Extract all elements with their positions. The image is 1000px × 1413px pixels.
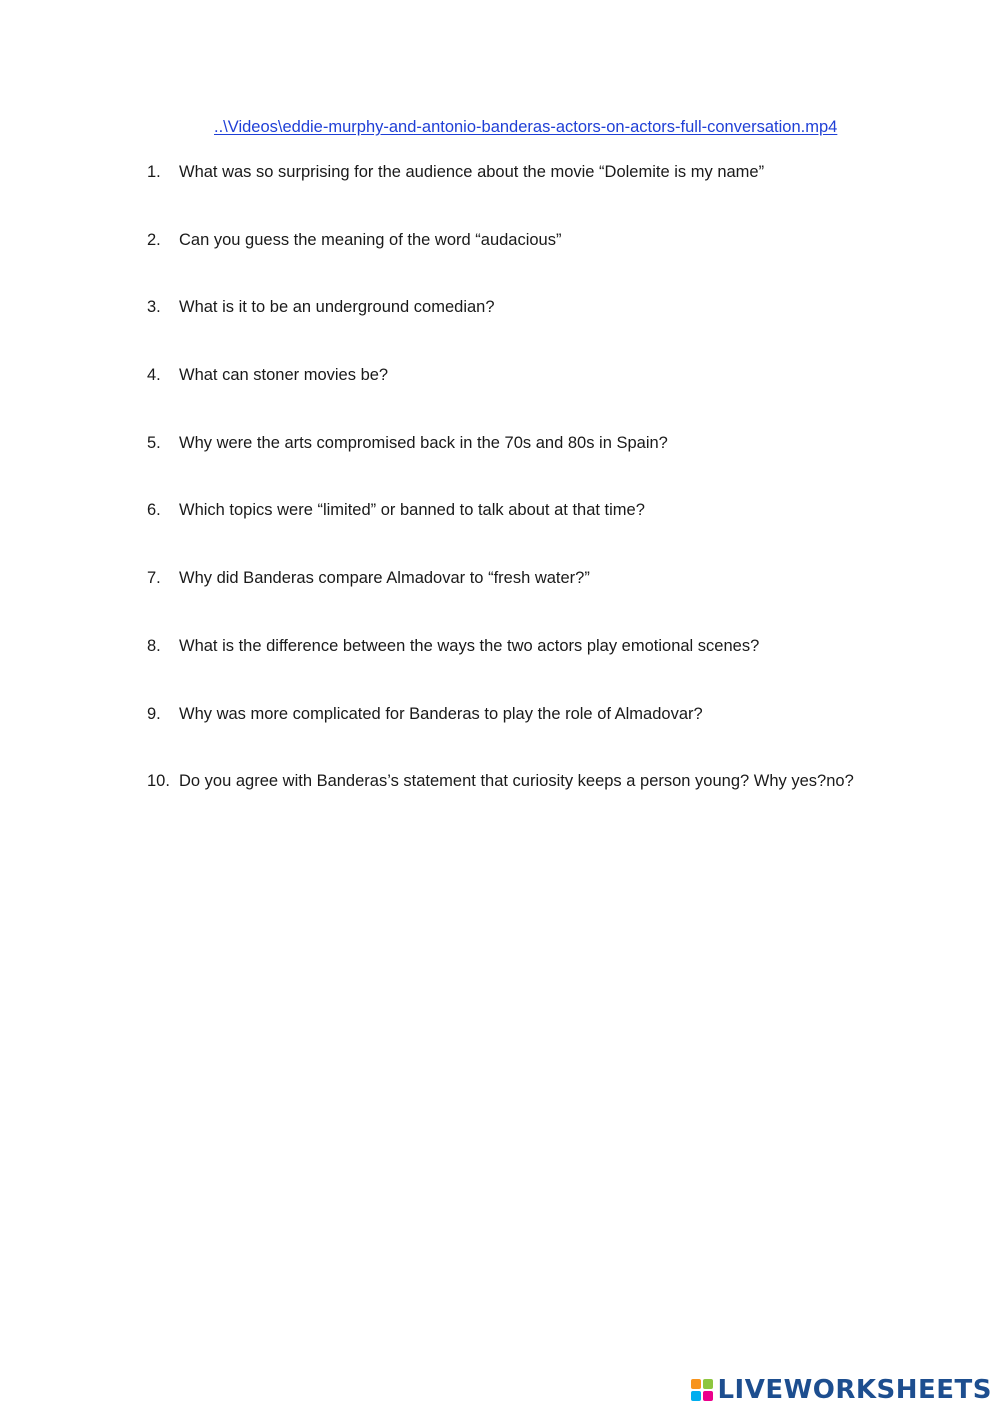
question-number: 3. bbox=[147, 298, 161, 317]
question-number: 5. bbox=[147, 433, 161, 452]
question-text: Why did Banderas compare Almadovar to “fresh water?” bbox=[179, 569, 590, 588]
question-text: Do you agree with Banderas’s statement that curiosity keeps a person young? Why yes?no? bbox=[179, 772, 854, 791]
liveworksheets-logo-icon bbox=[691, 1379, 713, 1401]
question-item bbox=[147, 498, 854, 566]
question-item bbox=[147, 228, 854, 296]
video-file-link[interactable]: ..\Videos\eddie-murphy-and-antonio-banderas-actors-on-actors-full-conversation.mp4 bbox=[214, 118, 838, 136]
question-item bbox=[147, 431, 854, 499]
question-item bbox=[147, 363, 854, 431]
question-item bbox=[147, 634, 854, 702]
question-item bbox=[147, 769, 854, 837]
question-number: 6. bbox=[147, 501, 161, 520]
logo-tile bbox=[703, 1391, 713, 1401]
question-text: Why were the arts compromised back in the 70s and 80s in Spain? bbox=[179, 433, 668, 452]
logo-tile bbox=[691, 1391, 701, 1401]
question-item bbox=[147, 160, 854, 228]
question-text: What can stoner movies be? bbox=[179, 366, 389, 385]
question-item bbox=[147, 566, 854, 634]
logo-tile bbox=[703, 1379, 713, 1389]
question-number: 8. bbox=[147, 636, 161, 655]
question-list bbox=[147, 160, 854, 837]
liveworksheets-logo[interactable] bbox=[691, 1375, 992, 1405]
logo-tile bbox=[691, 1379, 701, 1389]
question-item bbox=[147, 295, 854, 363]
question-text: What was so surprising for the audience about the movie “Dolemite is my name” bbox=[179, 163, 765, 181]
question-number: 1. bbox=[147, 163, 161, 181]
question-text: Why was more complicated for Banderas to play the role of Almadovar? bbox=[179, 704, 703, 723]
brand-name: LIVEWORKSHEETS bbox=[717, 1375, 992, 1405]
question-item bbox=[147, 702, 854, 770]
question-text: Can you guess the meaning of the word “audacious” bbox=[179, 230, 562, 249]
question-text: What is the difference between the ways the two actors play emotional scenes? bbox=[179, 636, 760, 655]
question-number: 7. bbox=[147, 569, 161, 588]
question-number: 10. bbox=[147, 772, 170, 791]
question-number: 2. bbox=[147, 230, 161, 249]
question-number: 9. bbox=[147, 704, 161, 723]
question-text: Which topics were “limited” or banned to talk about at that time? bbox=[179, 501, 645, 520]
question-text: What is it to be an underground comedian? bbox=[179, 298, 495, 317]
question-number: 4. bbox=[147, 366, 161, 385]
